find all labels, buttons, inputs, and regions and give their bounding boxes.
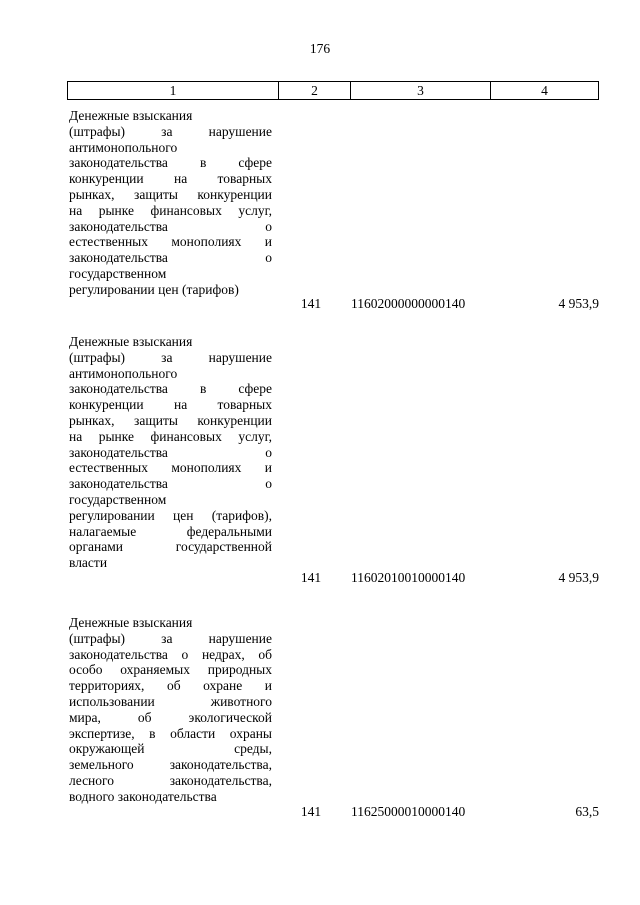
description-line: законодательства в сфере (69, 155, 272, 171)
description-line: законодательства о (69, 476, 272, 492)
row-kbk: 11602000000000140 (351, 296, 466, 311)
description-line: налагаемые федеральными (69, 523, 272, 539)
row-description (69, 334, 272, 571)
description-line: государственном (69, 491, 167, 507)
description-line: регулировании цен (тарифов), (69, 507, 272, 523)
row-amount: 4 953,9 (558, 570, 599, 585)
description-line: рынках, защиты конкуренции (69, 412, 272, 428)
description-line: особо охраняемых природных (69, 662, 272, 678)
header-col-1: 1 (68, 82, 279, 99)
description-line: законодательства о (69, 444, 272, 460)
description-line: законодательства о (69, 250, 272, 266)
description-line: использовании животного (69, 693, 272, 709)
description-line: окружающей среды, (69, 741, 272, 757)
description-line: лесного законодательства, (69, 772, 272, 788)
row-code: 141 (300, 296, 322, 311)
row-amount: 63,5 (575, 804, 599, 819)
description-line: конкуренции на товарных (69, 397, 272, 413)
description-line: Денежные взыскания (69, 615, 193, 630)
description-line: (штрафы) за нарушение (69, 630, 272, 646)
description-line: рынках, защиты конкуренции (69, 186, 272, 202)
row-description (69, 108, 272, 298)
page-number: 176 (309, 41, 331, 56)
description-line: водного законодательства (69, 788, 217, 804)
description-line: органами государственной (69, 539, 272, 555)
description-line: законодательства о (69, 218, 272, 234)
description-line: регулировании цен (тарифов) (69, 281, 239, 297)
description-line: земельного законодательства, (69, 757, 272, 773)
description-line: на рынке финансовых услуг, (69, 202, 272, 218)
table-header (67, 81, 599, 100)
description-line: территориях, об охране и (69, 678, 272, 694)
description-line: законодательства о недрах, об (69, 646, 272, 662)
description-line: антимонопольного (69, 139, 178, 155)
description-line: (штрафы) за нарушение (69, 123, 272, 139)
row-code: 141 (300, 570, 322, 585)
description-line: Денежные взыскания (69, 334, 193, 349)
row-amount: 4 953,9 (558, 296, 599, 311)
header-col-3: 3 (351, 82, 491, 99)
description-line: (штрафы) за нарушение (69, 349, 272, 365)
description-line: экспертизе, в области охраны (69, 725, 272, 741)
row-kbk: 11625000010000140 (351, 804, 466, 819)
row-code: 141 (300, 804, 322, 819)
description-line: Денежные взыскания (69, 108, 193, 123)
description-line: антимонопольного (69, 365, 178, 381)
description-line: на рынке финансовых услуг, (69, 428, 272, 444)
description-line: естественных монополиях и (69, 234, 272, 250)
description-line: конкуренции на товарных (69, 171, 272, 187)
description-line: государственном (69, 265, 167, 281)
description-line: власти (69, 555, 108, 571)
header-col-2: 2 (279, 82, 351, 99)
header-col-4: 4 (541, 83, 548, 98)
row-description (69, 615, 272, 805)
row-kbk: 11602010010000140 (351, 570, 466, 585)
description-line: законодательства в сфере (69, 381, 272, 397)
description-line: естественных монополиях и (69, 460, 272, 476)
description-line: мира, об экологической (69, 709, 272, 725)
